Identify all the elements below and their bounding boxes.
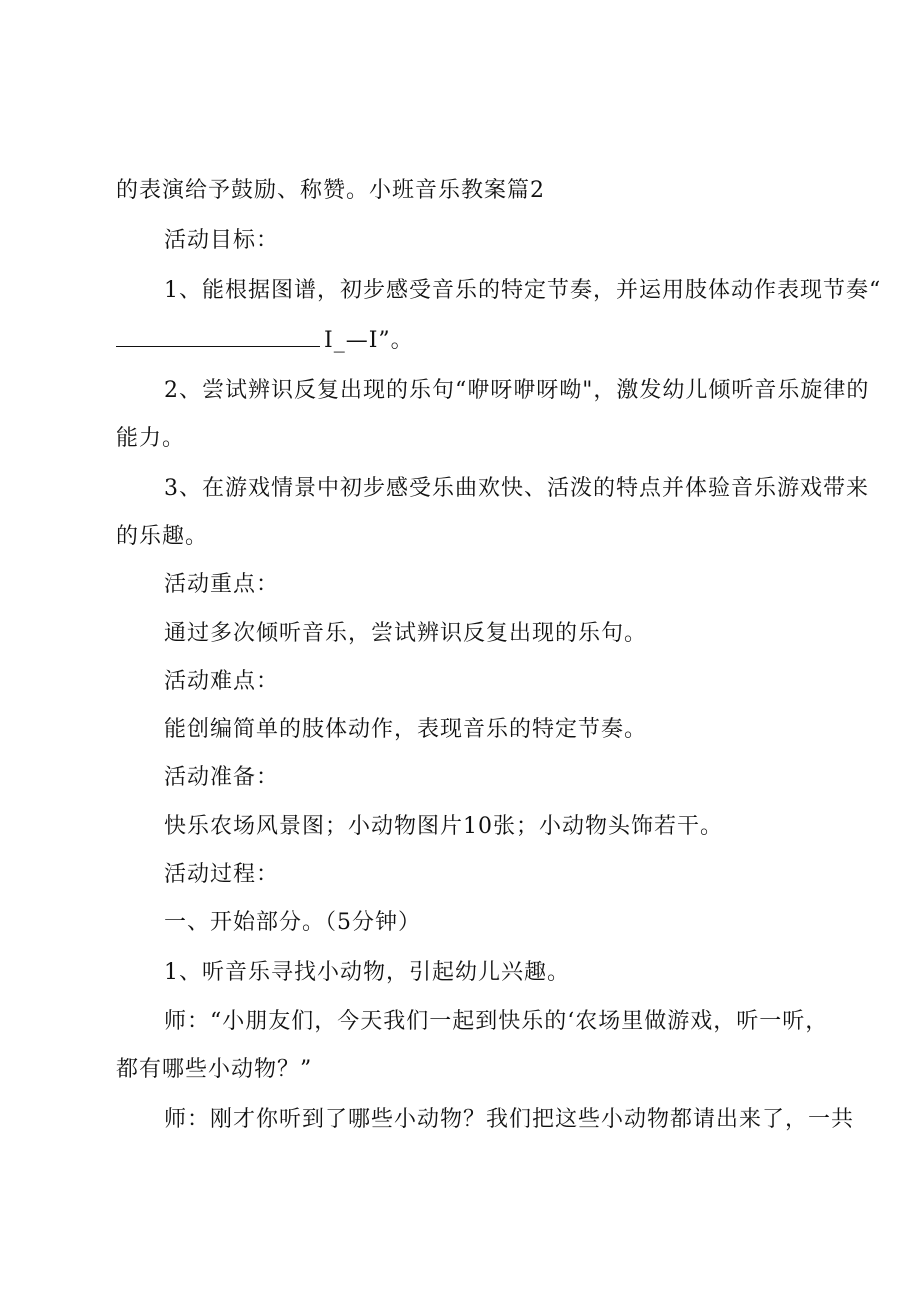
section-heading: 活动目标： bbox=[164, 228, 280, 253]
section-heading: 活动过程： bbox=[164, 862, 280, 887]
text-line: 一、开始部分。（5分钟） bbox=[164, 910, 421, 935]
rhythm-notation: I_—I”。 bbox=[324, 328, 414, 353]
blank-underline bbox=[116, 326, 320, 347]
text-line: 1、能根据图谱，初步感受音乐的特定节奏，并运用肢体动作表现节奏“ bbox=[164, 278, 882, 303]
section-heading: 活动难点： bbox=[164, 669, 280, 694]
section-heading: 活动准备： bbox=[164, 765, 280, 790]
text-line: 的乐趣。 bbox=[116, 524, 209, 549]
text-line: 1、听音乐寻找小动物，引起幼儿兴趣。 bbox=[164, 960, 570, 985]
text-line: 师：“小朋友们，今天我们一起到快乐的‘农场里做游戏，听一听， bbox=[164, 1009, 829, 1034]
text-line: 2、尝试辨识反复出现的乐句“咿呀咿呀呦"，激发幼儿倾听音乐旋律的 bbox=[164, 378, 870, 403]
section-heading: 活动重点： bbox=[164, 572, 280, 597]
text-line: 能创编简单的肢体动作，表现音乐的特定节奏。 bbox=[164, 717, 648, 742]
rhythm-line bbox=[0, 326, 920, 356]
text-line: 能力。 bbox=[116, 426, 186, 451]
text-line: 的表演给予鼓励、称赞。小班音乐教案篇2 bbox=[116, 178, 545, 203]
text-line: 都有哪些小动物？” bbox=[116, 1057, 313, 1082]
text-line: 快乐农场风景图；小动物图片10张；小动物头饰若干。 bbox=[164, 814, 723, 839]
text-line: 通过多次倾听音乐，尝试辨识反复出现的乐句。 bbox=[164, 621, 648, 646]
text-line: 3、在游戏情景中初步感受乐曲欢快、活泼的特点并体验音乐游戏带来 bbox=[164, 476, 869, 501]
text-line: 师：刚才你听到了哪些小动物？我们把这些小动物都请出来了，一共 bbox=[164, 1107, 855, 1132]
